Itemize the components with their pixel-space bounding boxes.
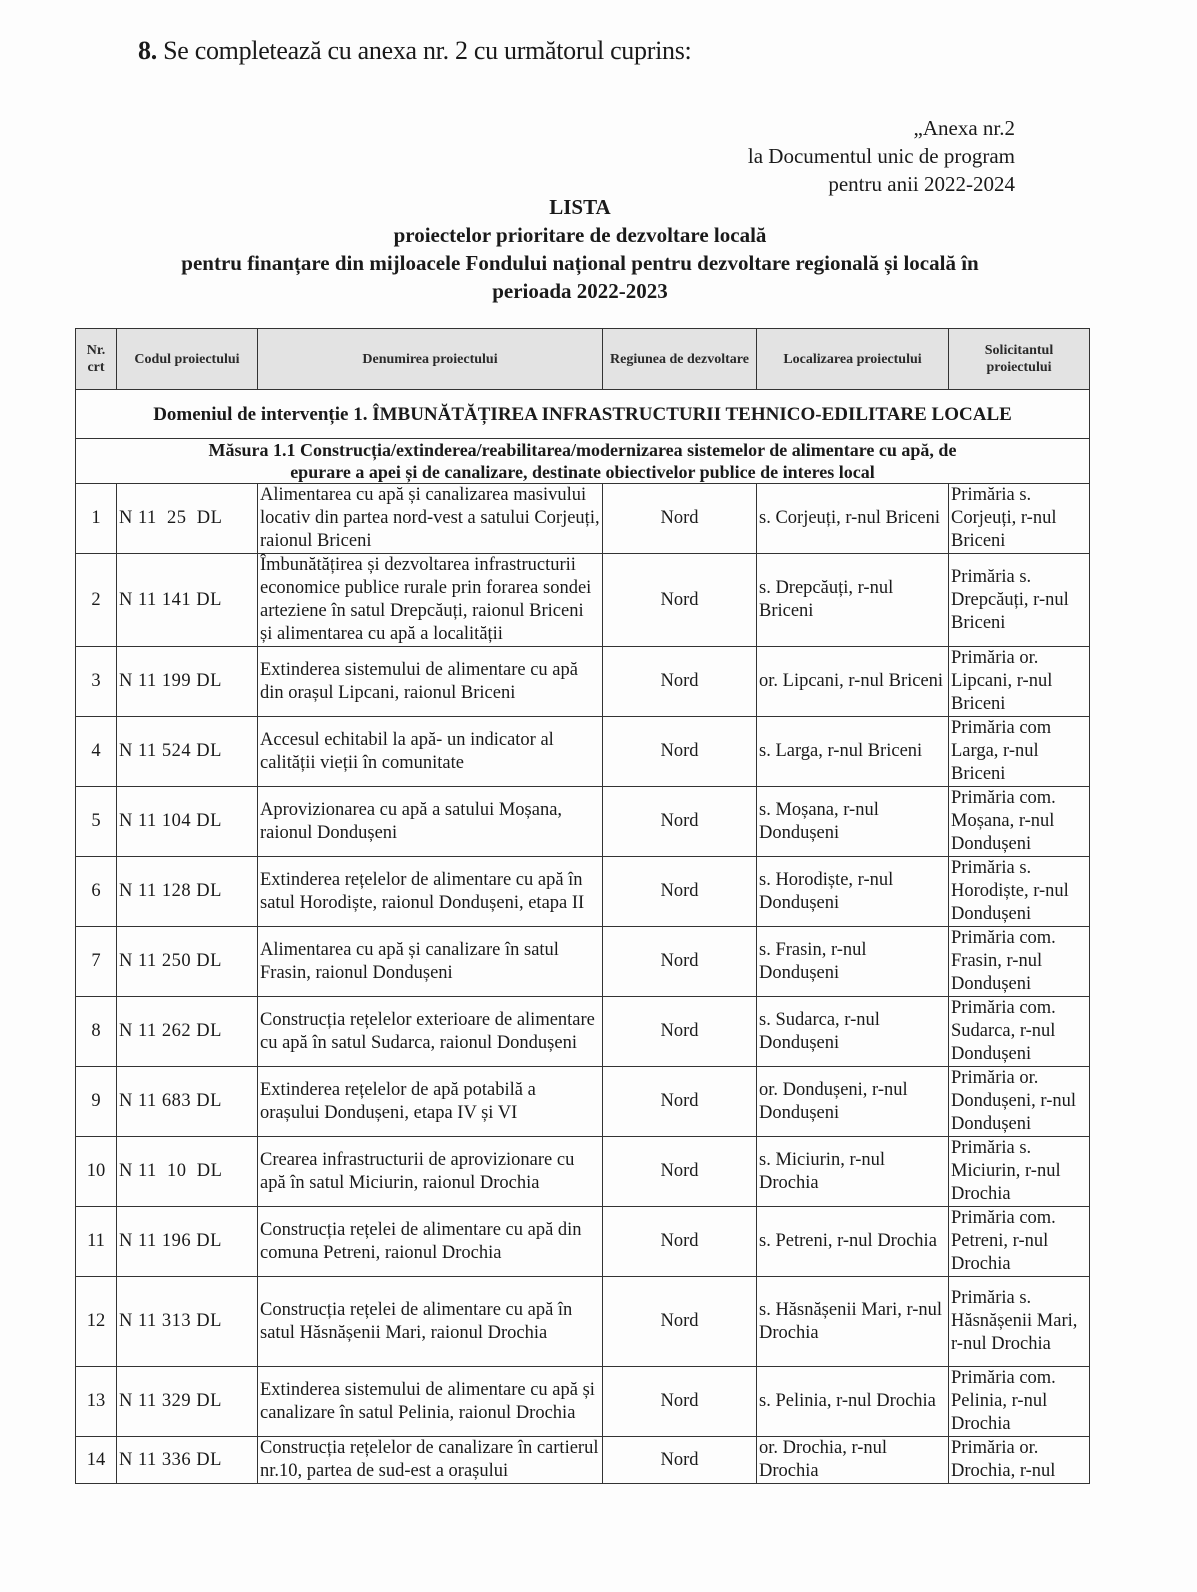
amendment-text: Se completează cu anexa nr. 2 cu următorul cuprins: bbox=[156, 36, 692, 65]
project-name: Aprovizionarea cu apă a satului Moșana, raionul Dondușeni bbox=[258, 787, 603, 857]
project-code: N 11 10 DL bbox=[117, 1137, 258, 1207]
title-line-2: proiectelor prioritare de dezvoltare locală bbox=[393, 223, 767, 247]
project-location: s. Corjeuți, r-nul Briceni bbox=[757, 484, 949, 554]
project-region: Nord bbox=[603, 647, 757, 717]
table-row bbox=[76, 1367, 1090, 1437]
project-applicant: Primăria s. Drepcăuți, r-nul Briceni bbox=[949, 554, 1090, 647]
project-name: Alimentarea cu apă și canalizarea masivului locativ din partea nord-vest a satului Corjeuți, raionul Briceni bbox=[258, 484, 603, 554]
project-location: or. Drochia, r-nul Drochia bbox=[757, 1437, 949, 1484]
project-code: N 11 141 DL bbox=[117, 554, 258, 647]
table-row bbox=[76, 1067, 1090, 1137]
annex-reference bbox=[748, 114, 1015, 198]
project-name: Îmbunătățirea și dezvoltarea infrastructurii economice publice rurale prin forarea sondei arteziene în satul Drepcăuți, raionul Briceni și alimentarea cu apă a localității bbox=[258, 554, 603, 647]
project-region: Nord bbox=[603, 1437, 757, 1484]
table-row bbox=[76, 1437, 1090, 1484]
document-title bbox=[75, 193, 1085, 305]
project-region: Nord bbox=[603, 717, 757, 787]
project-applicant: Primăria com. Sudarca, r-nul Dondușeni bbox=[949, 997, 1090, 1067]
project-location: s. Sudarca, r-nul Dondușeni bbox=[757, 997, 949, 1067]
header-nr: Nr. crt bbox=[76, 329, 117, 390]
project-name: Construcția rețelelor de canalizare în cartierul nr.10, partea de sud-est a orașului bbox=[258, 1437, 603, 1484]
project-applicant: Primăria s. Hăsnășenii Mari, r-nul Drochia bbox=[949, 1277, 1090, 1367]
project-location: s. Miciurin, r-nul Drochia bbox=[757, 1137, 949, 1207]
row-number: 12 bbox=[76, 1277, 117, 1367]
table-row bbox=[76, 1277, 1090, 1367]
row-number: 13 bbox=[76, 1367, 117, 1437]
project-code: N 11 199 DL bbox=[117, 647, 258, 717]
annex-line-1: „Anexa nr.2 bbox=[913, 116, 1015, 140]
project-location: s. Frasin, r-nul Dondușeni bbox=[757, 927, 949, 997]
header-name: Denumirea proiectului bbox=[258, 329, 603, 390]
table-header-row bbox=[76, 329, 1090, 390]
project-region: Nord bbox=[603, 857, 757, 927]
title-line-3: pentru finanțare din mijloacele Fondului național pentru dezvoltare regională și locală în bbox=[181, 251, 979, 275]
annex-line-3: pentru anii 2022-2024 bbox=[828, 172, 1015, 196]
project-name: Construcția rețelei de alimentare cu apă din comuna Petreni, raionul Drochia bbox=[258, 1207, 603, 1277]
project-code: N 11 25 DL bbox=[117, 484, 258, 554]
project-applicant: Primăria s. Miciurin, r-nul Drochia bbox=[949, 1137, 1090, 1207]
project-region: Nord bbox=[603, 1367, 757, 1437]
amendment-intro bbox=[138, 36, 691, 66]
project-applicant: Primăria s. Horodiște, r-nul Dondușeni bbox=[949, 857, 1090, 927]
project-name: Extinderea sistemului de alimentare cu apă și canalizare în satul Pelinia, raionul Drochia bbox=[258, 1367, 603, 1437]
project-region: Nord bbox=[603, 554, 757, 647]
table-row bbox=[76, 647, 1090, 717]
row-number: 4 bbox=[76, 717, 117, 787]
project-applicant: Primăria com. Frasin, r-nul Dondușeni bbox=[949, 927, 1090, 997]
table-row bbox=[76, 1207, 1090, 1277]
project-location: s. Horodiște, r-nul Dondușeni bbox=[757, 857, 949, 927]
project-code: N 11 313 DL bbox=[117, 1277, 258, 1367]
row-number: 10 bbox=[76, 1137, 117, 1207]
row-number: 2 bbox=[76, 554, 117, 647]
row-number: 5 bbox=[76, 787, 117, 857]
header-applicant: Solicitantul proiectului bbox=[949, 329, 1090, 390]
table-row bbox=[76, 857, 1090, 927]
row-number: 6 bbox=[76, 857, 117, 927]
header-location: Localizarea proiectului bbox=[757, 329, 949, 390]
row-number: 9 bbox=[76, 1067, 117, 1137]
measure-row bbox=[76, 439, 1090, 484]
project-location: s. Moșana, r-nul Dondușeni bbox=[757, 787, 949, 857]
project-applicant: Primăria com. Moșana, r-nul Dondușeni bbox=[949, 787, 1090, 857]
project-region: Nord bbox=[603, 484, 757, 554]
table-row bbox=[76, 927, 1090, 997]
project-name: Extinderea sistemului de alimentare cu apă din orașul Lipcani, raionul Briceni bbox=[258, 647, 603, 717]
table-row bbox=[76, 1137, 1090, 1207]
table-row bbox=[76, 787, 1090, 857]
measure-heading: Măsura 1.1 Construcția/extinderea/reabilitarea/modernizarea sistemelor de alimentare cu apă, de epurare a apei și de canalizare, destinate obiectivelor publice de interes local bbox=[76, 439, 1090, 484]
project-applicant: Primăria s. Corjeuți, r-nul Briceni bbox=[949, 484, 1090, 554]
table-row bbox=[76, 997, 1090, 1067]
project-location: s. Larga, r-nul Briceni bbox=[757, 717, 949, 787]
project-name: Accesul echitabil la apă- un indicator al calității vieții în comunitate bbox=[258, 717, 603, 787]
project-region: Nord bbox=[603, 1207, 757, 1277]
projects-table bbox=[75, 328, 1090, 1484]
project-applicant: Primăria or. Lipcani, r-nul Briceni bbox=[949, 647, 1090, 717]
project-code: N 11 250 DL bbox=[117, 927, 258, 997]
project-applicant: Primăria com Larga, r-nul Briceni bbox=[949, 717, 1090, 787]
project-region: Nord bbox=[603, 997, 757, 1067]
row-number: 1 bbox=[76, 484, 117, 554]
row-number: 7 bbox=[76, 927, 117, 997]
project-name: Alimentarea cu apă și canalizare în satul Frasin, raionul Dondușeni bbox=[258, 927, 603, 997]
domain-row bbox=[76, 390, 1090, 439]
project-code: N 11 524 DL bbox=[117, 717, 258, 787]
project-region: Nord bbox=[603, 1067, 757, 1137]
table-row bbox=[76, 717, 1090, 787]
project-applicant: Primăria or. Drochia, r-nul bbox=[949, 1437, 1090, 1484]
project-applicant: Primăria com. Pelinia, r-nul Drochia bbox=[949, 1367, 1090, 1437]
domain-heading: Domeniul de intervenție 1. ÎMBUNĂTĂȚIREA INFRASTRUCTURII TEHNICO-EDILITARE LOCALE bbox=[76, 390, 1090, 439]
project-name: Construcția rețelelor exterioare de alimentare cu apă în satul Sudarca, raionul Dondușeni bbox=[258, 997, 603, 1067]
project-code: N 11 128 DL bbox=[117, 857, 258, 927]
project-location: s. Petreni, r-nul Drochia bbox=[757, 1207, 949, 1277]
header-code: Codul proiectului bbox=[117, 329, 258, 390]
project-name: Crearea infrastructurii de aprovizionare cu apă în satul Miciurin, raionul Drochia bbox=[258, 1137, 603, 1207]
project-region: Nord bbox=[603, 1137, 757, 1207]
project-code: N 11 683 DL bbox=[117, 1067, 258, 1137]
row-number: 14 bbox=[76, 1437, 117, 1484]
project-code: N 11 336 DL bbox=[117, 1437, 258, 1484]
project-location: or. Dondușeni, r-nul Dondușeni bbox=[757, 1067, 949, 1137]
title-line-4: perioada 2022-2023 bbox=[492, 279, 668, 303]
project-code: N 11 262 DL bbox=[117, 997, 258, 1067]
row-number: 3 bbox=[76, 647, 117, 717]
project-applicant: Primăria com. Petreni, r-nul Drochia bbox=[949, 1207, 1090, 1277]
project-location: or. Lipcani, r-nul Briceni bbox=[757, 647, 949, 717]
project-name: Extinderea rețelelor de alimentare cu apă în satul Horodiște, raionul Dondușeni, etapa II bbox=[258, 857, 603, 927]
project-name: Extinderea rețelelor de apă potabilă a orașului Dondușeni, etapa IV și VI bbox=[258, 1067, 603, 1137]
project-region: Nord bbox=[603, 787, 757, 857]
annex-line-2: la Documentul unic de program bbox=[747, 144, 1015, 168]
project-code: N 11 329 DL bbox=[117, 1367, 258, 1437]
title-line-1: LISTA bbox=[549, 195, 611, 219]
project-code: N 11 104 DL bbox=[117, 787, 258, 857]
row-number: 8 bbox=[76, 997, 117, 1067]
project-applicant: Primăria or. Dondușeni, r-nul Dondușeni bbox=[949, 1067, 1090, 1137]
project-code: N 11 196 DL bbox=[117, 1207, 258, 1277]
project-name: Construcția rețelei de alimentare cu apă în satul Hăsnășenii Mari, raionul Drochia bbox=[258, 1277, 603, 1367]
header-region: Regiunea de dezvoltare bbox=[603, 329, 757, 390]
project-location: s. Hăsnășenii Mari, r-nul Drochia bbox=[757, 1277, 949, 1367]
table-row bbox=[76, 484, 1090, 554]
table-row bbox=[76, 554, 1090, 647]
project-region: Nord bbox=[603, 1277, 757, 1367]
row-number: 11 bbox=[76, 1207, 117, 1277]
project-location: s. Pelinia, r-nul Drochia bbox=[757, 1367, 949, 1437]
project-region: Nord bbox=[603, 927, 757, 997]
project-location: s. Drepcăuți, r-nul Briceni bbox=[757, 554, 949, 647]
amendment-number: 8. bbox=[138, 36, 157, 65]
